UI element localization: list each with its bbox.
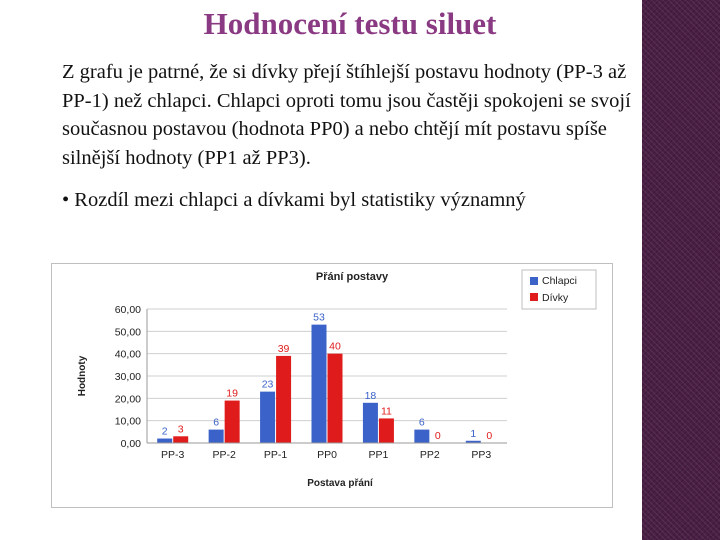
bar-divky [379, 418, 394, 443]
x-tick-label: PP-1 [263, 449, 288, 461]
chart-legend [522, 270, 596, 309]
slide-paragraph: Z grafu je patrné, že si dívky přejí štíhlejší postavu hodnoty (PP-3 až PP-1) než chlapci. Chlapci oproti tomu jsou častěji spokojeni se svojí současnou postavou (hodnota PP0) a nebo chtějí mít postavu spíše silnější hodnoty (PP1 až PP3). [62, 61, 631, 169]
bar-divky [173, 436, 188, 443]
y-tick-label: 60,00 [114, 304, 141, 316]
legend-swatch-chlapci [530, 277, 538, 285]
bar-divky [328, 354, 343, 443]
data-label-divky: 0 [434, 430, 441, 442]
x-tick-label: PP1 [368, 449, 389, 461]
x-tick-label: PP-2 [212, 449, 236, 461]
data-label-divky: 40 [329, 340, 341, 353]
y-tick-label: 50,00 [114, 326, 141, 339]
y-tick-label: 0,00 [120, 438, 141, 450]
data-label-divky: 19 [226, 387, 238, 400]
bar-chlapci [312, 325, 327, 443]
bar-divky [276, 356, 291, 443]
bar-chlapci [260, 392, 275, 443]
x-tick-label: PP2 [419, 449, 440, 461]
x-axis-label: Postava přání [307, 478, 373, 489]
bar-chlapci [209, 430, 224, 443]
data-label-chlapci: 6 [213, 416, 220, 429]
data-label-chlapci: 1 [470, 427, 477, 440]
data-label-divky: 3 [177, 423, 184, 436]
slide-bullet: • Rozdíl mezi chlapci a dívkami byl statistiky významný [62, 189, 526, 211]
y-tick-label: 10,00 [114, 415, 141, 428]
data-label-chlapci: 23 [261, 378, 274, 391]
data-label-chlapci: 2 [161, 425, 168, 438]
chart-title: Přání postavy [315, 271, 389, 283]
bar-chlapci [363, 403, 378, 443]
y-tick-label: 20,00 [114, 393, 141, 406]
data-label-chlapci: 53 [313, 311, 325, 324]
slide-title: Hodnocení testu siluet [203, 6, 497, 41]
bar-chlapci [414, 430, 429, 443]
y-tick-label: 40,00 [114, 348, 141, 361]
decorative-side-bar [642, 0, 720, 540]
data-label-divky: 0 [486, 430, 493, 442]
bar-chlapci [157, 439, 172, 443]
bar-divky [225, 401, 240, 443]
x-tick-label: PP3 [471, 449, 492, 461]
data-label-chlapci: 6 [418, 416, 425, 429]
x-tick-label: PP-3 [161, 449, 185, 461]
y-axis-label: Hodnoty [77, 355, 88, 397]
data-label-chlapci: 18 [364, 389, 377, 402]
legend-label-chlapci: Chlapci [542, 275, 578, 287]
bar-chart [52, 264, 612, 507]
legend-swatch-divky [530, 293, 538, 301]
y-tick-label: 30,00 [114, 371, 141, 383]
chart-frame [51, 263, 613, 508]
data-label-divky: 11 [380, 405, 392, 418]
x-tick-label: PP0 [317, 449, 337, 461]
data-label-divky: 39 [277, 342, 290, 355]
legend-label-divky: Dívky [542, 292, 569, 304]
